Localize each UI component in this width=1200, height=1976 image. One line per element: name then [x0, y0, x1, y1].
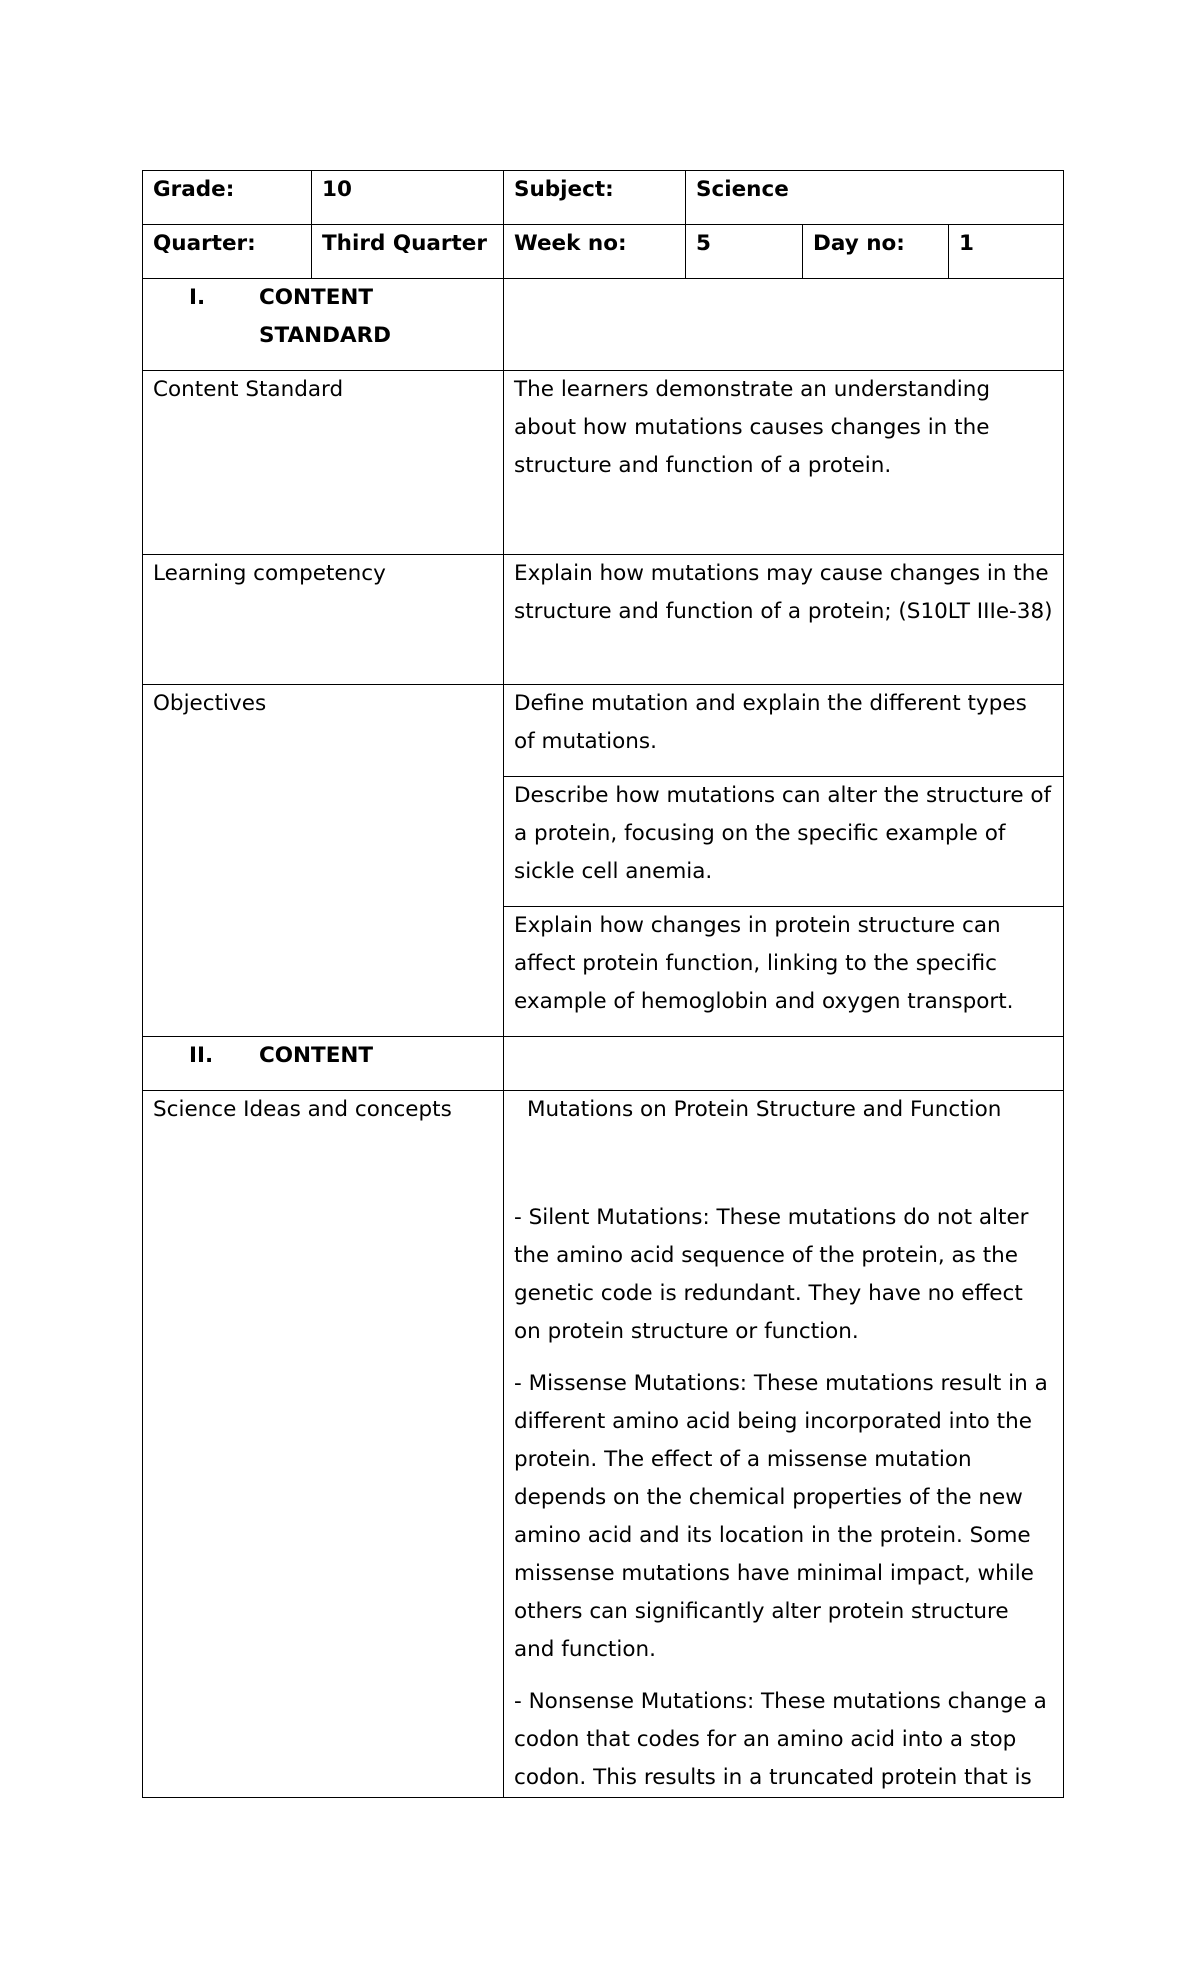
- science-ideas-paragraph-1: - Silent Mutations: These mutations do not alter the amino acid sequence of the protein, as the genetic code is redundant. They have no effect on protein structure or function.: [514, 1205, 1029, 1344]
- subject-value: Science: [686, 171, 1064, 225]
- quarter-value: Third Quarter: [312, 225, 504, 279]
- section-2-numeral: II.: [189, 1043, 214, 1068]
- day-label: Day no:: [803, 225, 949, 279]
- objective-item-3: Explain how changes in protein structure can affect protein function, linking to the specific example of hemoglobin and oxygen transport.: [504, 907, 1064, 1037]
- learning-competency-row: [143, 555, 1064, 685]
- section-2-empty-cell: [504, 1037, 1064, 1091]
- science-ideas-row: [143, 1091, 1064, 1798]
- section-1-row: [143, 279, 1064, 371]
- section-2-heading: [143, 1037, 504, 1091]
- content-standard-label: Content Standard: [143, 371, 504, 555]
- grade-value: 10: [312, 171, 504, 225]
- lesson-plan-page: [142, 170, 1063, 1798]
- objective-item-1: Define mutation and explain the different types of mutations.: [504, 685, 1064, 777]
- section-1-numeral: I.: [189, 285, 206, 310]
- science-ideas-paragraph-3: - Nonsense Mutations: These mutations change a codon that codes for an amino acid into a stop codon. This results in a truncated protein that is: [514, 1689, 1047, 1790]
- learning-competency-text: Explain how mutations may cause changes in the structure and function of a protein; (S10LT IIIe-38): [504, 555, 1064, 685]
- day-value: 1: [949, 225, 1064, 279]
- section-1-heading: [143, 279, 504, 371]
- grade-label: Grade:: [143, 171, 312, 225]
- section-1-title-line2: STANDARD: [259, 323, 392, 348]
- lesson-plan-table: [142, 170, 1064, 1798]
- section-2-row: [143, 1037, 1064, 1091]
- subject-label: Subject:: [504, 171, 686, 225]
- content-standard-text: The learners demonstrate an understanding about how mutations causes changes in the structure and function of a protein.: [504, 371, 1064, 555]
- quarter-week-day-row: [143, 225, 1064, 279]
- science-ideas-paragraph-2: - Missense Mutations: These mutations result in a different amino acid being incorporated into the protein. The effect of a missense mutation depends on the chemical properties of the new amino acid and its location in the protein. Some missense mutations have minimal impact, while others can significantly alter protein structure and function.: [514, 1371, 1048, 1662]
- objective-row-1: [143, 685, 1064, 777]
- objectives-label: Objectives: [143, 685, 504, 1037]
- objective-item-2: Describe how mutations can alter the structure of a protein, focusing on the specific example of sickle cell anemia.: [504, 777, 1064, 907]
- week-value: 5: [686, 225, 803, 279]
- section-1-title-line1: CONTENT: [259, 285, 374, 310]
- grade-subject-row: [143, 171, 1064, 225]
- science-ideas-content: [504, 1091, 1064, 1798]
- quarter-label: Quarter:: [143, 225, 312, 279]
- week-label: Week no:: [504, 225, 686, 279]
- science-ideas-heading: Mutations on Protein Structure and Function: [527, 1097, 1002, 1122]
- section-1-empty-cell: [504, 279, 1064, 371]
- section-2-title: CONTENT: [259, 1043, 374, 1068]
- content-standard-row: [143, 371, 1064, 555]
- learning-competency-label: Learning competency: [143, 555, 504, 685]
- science-ideas-label: Science Ideas and concepts: [143, 1091, 504, 1798]
